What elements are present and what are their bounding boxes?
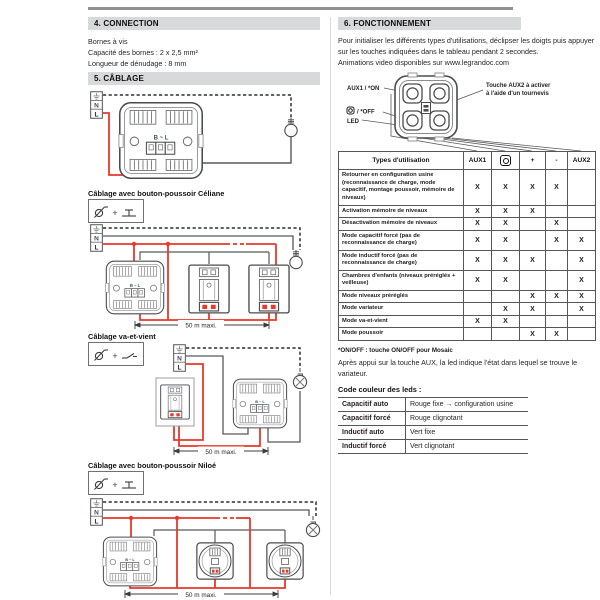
section-title-fonctionnement: 6. FONCTIONNEMENT (338, 17, 521, 30)
aux1-button (403, 84, 422, 103)
led-table-row (338, 426, 528, 440)
aux2-screw-area (422, 103, 431, 114)
usage-mark-cell (520, 218, 546, 231)
usage-col-header: - (546, 152, 568, 170)
two-way-switch-icon (122, 354, 137, 359)
led-color-table-body (338, 398, 528, 454)
wiring-diagram-celiane (88, 224, 320, 332)
led-table-row (338, 412, 528, 426)
usage-mark-cell: X (464, 270, 492, 290)
usage-mark-cell: X (464, 218, 492, 231)
mosaic-footnote: *ON/OFF : touche ON/OFF pour Mosaic (338, 346, 453, 354)
push-button-icon (122, 482, 136, 488)
usage-mark-cell (464, 328, 492, 341)
usage-mark-cell: X (520, 303, 546, 316)
usage-row-label: Activation mémoire de niveaux (339, 205, 464, 218)
usage-mark-cell (464, 290, 492, 303)
usage-row-label: Mode poussoir (339, 328, 464, 341)
usage-mark-cell: X (568, 290, 596, 303)
intro-paragraph: Pour initialiser les différents types d'utilisations, déclipser les doigts puis appuyer sur les touches indiquées dans le tableau pendant 2 secondes. (338, 36, 595, 56)
minus-button (430, 111, 449, 130)
usage-mark-cell: X (464, 205, 492, 218)
usage-mark-cell: X (568, 230, 596, 250)
usage-table-row (339, 290, 596, 303)
led-mode-cell: Capacitif forcé (338, 412, 406, 426)
intro-url-line: Animations video disponibles sur www.legrandoc.com (338, 57, 509, 67)
usage-mark-cell (546, 250, 568, 270)
usage-table-row (339, 315, 596, 328)
dimmer-front-device (395, 73, 457, 141)
led-code-title: Code couleur des leds : (338, 385, 422, 395)
usage-mark-cell: X (464, 250, 492, 270)
led-color-cell: Vert fixe (406, 426, 529, 440)
usage-mark-cell (568, 205, 596, 218)
usage-table-row (339, 230, 596, 250)
plus-button (430, 84, 449, 103)
led-color-cell: Vert clignotant (406, 440, 529, 454)
dimmer-icon (95, 350, 109, 361)
led-mode-cell: Capacitif auto (338, 398, 406, 412)
led-table-row (338, 440, 528, 454)
distance-label: 50 m maxi. (205, 449, 237, 456)
usage-table-row (339, 328, 596, 341)
celiane-heading: Câblage avec bouton-poussoir Céliane (88, 189, 225, 198)
device-illustration (338, 72, 595, 151)
plus-sign: + (112, 351, 118, 361)
usage-mark-cell: X (568, 270, 596, 290)
usage-mark-cell: X (492, 170, 520, 205)
celiane-icon-box (88, 199, 144, 223)
usage-mark-cell: X (464, 315, 492, 328)
usage-mark-cell: X (520, 170, 546, 205)
usage-table (338, 151, 596, 341)
usage-mark-cell (492, 290, 520, 303)
usage-row-label: Mode niveaux préréglés (339, 290, 464, 303)
onoff-button (403, 111, 422, 130)
aux2-note-line1: Touche AUX2 à activer (486, 83, 551, 90)
usage-mark-cell (546, 303, 568, 316)
usage-row-label: Retourner en configuration usine (reconnaissance de charge, mode capacitif, montage poussoir, mémoire de niveaux) (339, 170, 464, 205)
usage-row-label: Chambres d'enfants (niveaux préréglés + veilleuse) (339, 270, 464, 290)
section-title-connection: 4. CONNECTION (88, 17, 320, 30)
led-color-cell: Rouge clignotant (406, 412, 529, 426)
wiring-diagram-basic (88, 89, 320, 187)
fonctionnement-intro (338, 36, 595, 68)
usage-mark-cell: X (546, 218, 568, 231)
section-title-cablage: 5. CÂBLAGE (88, 72, 320, 85)
usage-col-header: Types d'utilisation (339, 152, 464, 170)
led-color-table (338, 397, 528, 454)
plus-sign: + (112, 208, 118, 218)
page-top-rule (88, 7, 513, 10)
usage-mark-cell: X (568, 250, 596, 270)
usage-mark-cell (546, 205, 568, 218)
usage-row-label: Mode capacitif forcé (pas de reconnaissance de charge) (339, 230, 464, 250)
usage-mark-cell: X (568, 303, 596, 316)
usage-table-row (339, 218, 596, 231)
usage-mark-cell: X (492, 205, 520, 218)
usage-table-row (339, 250, 596, 270)
wiring-diagram-vaetvient (148, 342, 320, 458)
usage-mark-cell (546, 315, 568, 328)
usage-row-label: Mode inductif forcé (pas de reconnaissance de charge) (339, 250, 464, 270)
usage-row-label: Mode variateur (339, 303, 464, 316)
usage-mark-cell: X (492, 230, 520, 250)
connection-line-2: Capacité des bornes : 2 x 2,5 mm² (88, 47, 198, 57)
usage-table-row (339, 270, 596, 290)
led-table-row (338, 398, 528, 412)
usage-mark-cell: X (546, 290, 568, 303)
vaetvient-icon-box (88, 342, 144, 366)
usage-mark-cell: X (464, 230, 492, 250)
connection-line-3: Longueur de dénudage : 8 mm (88, 58, 187, 68)
usage-mark-cell (568, 170, 596, 205)
usage-table-row (339, 205, 596, 218)
usage-mark-cell (568, 218, 596, 231)
usage-mark-cell (520, 230, 546, 250)
onoff-icon-small (347, 107, 354, 114)
dimmer-icon (95, 479, 109, 490)
usage-mark-cell: X (520, 328, 546, 341)
usage-mark-cell (520, 315, 546, 328)
dimmer-icon (95, 207, 109, 218)
usage-mark-cell: X (520, 250, 546, 270)
usage-row-label: Désactivation mémoire de niveaux (339, 218, 464, 231)
usage-mark-cell: X (520, 205, 546, 218)
usage-mark-cell: X (546, 170, 568, 205)
wiring-diagram-niloe (88, 498, 328, 600)
usage-table-row (339, 170, 596, 205)
onoff-button-icon (500, 155, 511, 166)
niloe-icon-box (88, 471, 144, 495)
usage-mark-cell (568, 315, 596, 328)
plus-sign: + (112, 480, 118, 490)
column-divider (330, 17, 331, 595)
usage-table-header-row (339, 152, 596, 170)
usage-row-label: Mode va-et-vient (339, 315, 464, 328)
right-column (338, 17, 595, 600)
aux1-on-label: AUX1 / *ON (347, 86, 380, 93)
usage-table-header (339, 152, 596, 170)
usage-table-row (339, 303, 596, 316)
aux2-note-line2: à l'aide d'un tournevis (486, 91, 549, 98)
distance-label: 50 m maxi. (185, 322, 217, 330)
usage-mark-cell: X (492, 315, 520, 328)
usage-mark-cell: X (492, 250, 520, 270)
usage-mark-cell (546, 270, 568, 290)
usage-mark-cell: X (492, 270, 520, 290)
push-button-icon (122, 210, 136, 216)
led-label: LED (347, 119, 359, 126)
led-note: Après appui sur la touche AUX, la led indique l'état dans lequel se trouve le variateur. (338, 357, 578, 378)
usage-mark-cell (520, 270, 546, 290)
connection-text (88, 37, 314, 69)
led-mode-cell: Inductif auto (338, 426, 406, 440)
usage-col-header: AUX1 (464, 152, 492, 170)
led-mode-cell: Inductif forcé (338, 440, 406, 454)
usage-mark-cell: X (492, 218, 520, 231)
usage-col-header: + (520, 152, 546, 170)
vaetvient-heading: Câblage va-et-vient (88, 332, 156, 341)
distance-label: 50 m maxi. (185, 592, 217, 599)
connection-line-1: Bornes à vis (88, 37, 128, 46)
usage-mark-cell: X (546, 230, 568, 250)
usage-mark-cell: X (546, 328, 568, 341)
usage-mark-cell (568, 328, 596, 341)
led-color-cell: Rouge fixe → configuration usine (406, 398, 529, 412)
niloe-heading: Câblage avec bouton-poussoir Niloé (88, 461, 217, 470)
usage-mark-cell (492, 328, 520, 341)
usage-col-header: AUX2 (568, 152, 596, 170)
left-column (88, 17, 328, 600)
usage-mark-cell: X (520, 290, 546, 303)
usage-col-header-icon (492, 152, 520, 170)
usage-mark-cell: X (464, 170, 492, 205)
usage-mark-cell (464, 303, 492, 316)
off-label: / *OFF (357, 109, 375, 116)
usage-mark-cell: X (492, 303, 520, 316)
usage-table-body (339, 170, 596, 341)
